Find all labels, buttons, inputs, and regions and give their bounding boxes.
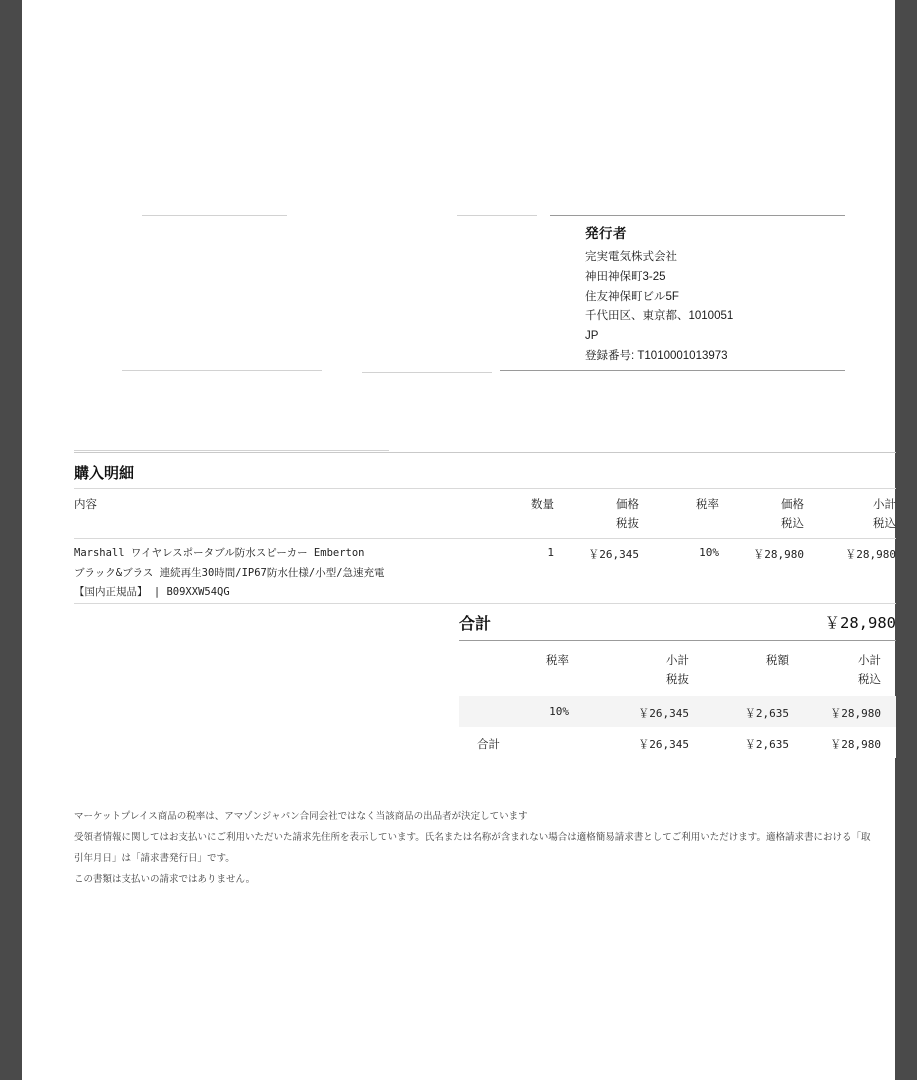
issuer-registration-number: 登録番号: T1010001013973	[585, 349, 728, 362]
tax-header-subtotal-excl-line1: 小計	[666, 655, 689, 667]
document-page	[22, 0, 895, 1080]
grand-total-label: 合計	[459, 616, 492, 633]
items-header-divider-top	[74, 488, 896, 489]
tax-header-subtotal-incl-line1: 小計	[858, 655, 881, 667]
tax-row-1-tax-amount: ￥2,635	[744, 707, 789, 720]
issuer-line-3: 住友神保町ビル5F	[585, 290, 679, 303]
footnote-3: この書類は支払いの請求ではありません。	[74, 874, 256, 885]
items-row-divider	[74, 603, 896, 604]
item-description-line2: ブラック&ブラス 連続再生30時間/IP67防水仕様/小型/急速充電	[74, 566, 385, 579]
tax-row-2-subtotal-incl: ￥28,980	[830, 738, 881, 751]
header-subtotal	[819, 496, 896, 534]
grand-total-divider	[459, 640, 896, 641]
issuer-line-4: 千代田区、東京都、1010051	[585, 310, 734, 323]
item-tax-rate: 10%	[699, 546, 719, 559]
item-price-incl: ￥28,980	[753, 548, 804, 561]
grand-total-value: ￥28,980	[824, 614, 896, 632]
issuer-title: 発行者	[585, 226, 627, 241]
divider-mid-right	[500, 370, 845, 371]
items-table-header	[74, 494, 896, 538]
header-tax-rate: 税率	[696, 499, 719, 511]
tax-summary-header	[459, 650, 896, 696]
header-subtotal-line2: 税込	[873, 518, 896, 530]
tax-row-2-subtotal-excl: ￥26,345	[638, 738, 689, 751]
divider-top-left	[142, 215, 287, 216]
header-quantity: 数量	[531, 499, 554, 511]
header-description: 内容	[74, 499, 97, 511]
issuer-line-2: 神田神保町3-25	[585, 270, 666, 283]
footnote-1: マーケットプレイス商品の税率は、アマゾンジャパン合同会社ではなく当該商品の出品者が決定しています	[74, 811, 528, 822]
purchase-section-title: 購入明細	[74, 465, 135, 482]
divider-mid-center	[362, 372, 492, 373]
table-row	[459, 727, 896, 758]
table-row	[459, 696, 896, 727]
tax-header-tax-amount: 税額	[766, 655, 789, 667]
header-price-incl-line1: 価格	[781, 499, 804, 511]
tax-row-2-label: 合計	[477, 739, 500, 751]
header-price-line2: 税抜	[616, 518, 639, 530]
header-price	[564, 496, 639, 534]
tax-header-subtotal-incl	[804, 652, 881, 690]
item-description-line3: 【国内正規品】 | B09XXW54QG	[74, 586, 230, 598]
divider-lower-left	[74, 450, 389, 451]
header-price-line1: 価格	[616, 499, 639, 511]
item-quantity: 1	[547, 546, 554, 559]
header-price-incl-line2: 税込	[781, 518, 804, 530]
tax-header-rate: 税率	[546, 655, 569, 667]
item-description-line1: Marshall ワイヤレスポータブル防水スピーカー Emberton	[74, 547, 365, 559]
footnotes	[74, 806, 874, 890]
tax-header-subtotal-excl	[599, 652, 689, 690]
tax-row-1-subtotal-excl: ￥26,345	[638, 707, 689, 720]
divider-mid-left	[122, 370, 322, 371]
item-subtotal: ￥28,980	[845, 548, 896, 561]
items-header-divider-bottom	[74, 538, 896, 539]
tax-header-subtotal-excl-line2: 税抜	[666, 674, 689, 686]
issuer-line-5: JP	[585, 330, 599, 343]
tax-header-subtotal-incl-line2: 税込	[858, 674, 881, 686]
tax-row-1-subtotal-incl: ￥28,980	[830, 707, 881, 720]
item-price-excl: ￥26,345	[588, 548, 639, 561]
tax-row-2-tax-amount: ￥2,635	[744, 738, 789, 751]
item-description	[74, 544, 474, 603]
issuer-block	[585, 222, 865, 367]
header-price-incl	[714, 496, 804, 534]
issuer-line-1: 完実電気株式会社	[585, 251, 677, 263]
footnote-2: 受領者情報に関してはお支払いにご利用いただいた請求先住所を表示しています。氏名または名称が含まれない場合は適格簡易請求書としてご利用いただけます。適格請求書における「取引年月日」は「請求書発行日」です。	[74, 832, 871, 864]
header-subtotal-line1: 小計	[873, 499, 896, 511]
tax-row-1-rate: 10%	[549, 705, 569, 718]
section-divider	[74, 452, 896, 453]
divider-top-right	[550, 215, 845, 216]
divider-top-mid	[457, 215, 537, 216]
